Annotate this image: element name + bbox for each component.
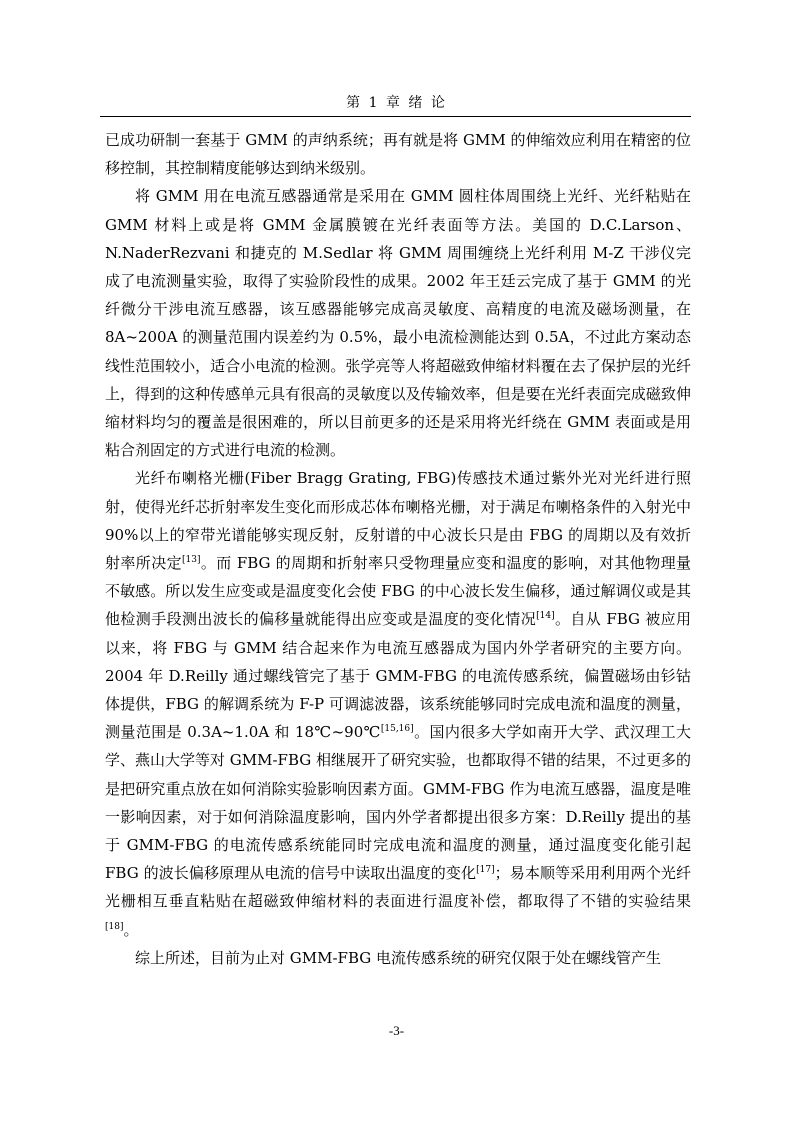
paragraph-text: ；易本顺等采用利用两个光纤光栅相互垂直粘贴在超磁致伸缩材料的表面进行温度补偿，都取得了不错的实验结果 <box>105 864 691 911</box>
citation-ref: [14] <box>536 611 555 622</box>
paragraph-text: 。国内很多大学如南开大学、武汉理工大学、燕山大学等对 GMM-FBG 相继展开了研究实验，也都取得不错的结果，不过更多的是把研究重点放在如何消除实验影响因素方面。GMM-FBG 作为电流互感器，温度是唯一影响因素，对于如何消除温度影响，国内外学者都提出很多方案：D.Reilly 提出的基于 GMM-FBG 的电流传感系统能同时完成电流和温度的测量，通过温度变化能引起 FBG 的波长偏移原理从电流的信号中读取出温度的变化 <box>105 723 691 883</box>
citation-ref: [15,16] <box>380 724 414 735</box>
paragraph <box>105 126 691 182</box>
paragraph-text: 将 GMM 用在电流互感器通常是采用在 GMM 圆柱体周围绕上光纤、光纤粘贴在 GMM 材料上或是将 GMM 金属膜镀在光纤表面等方法。美国的 D.C.Larson、N.NaderRezvani 和捷克的 M.Sedlar 将 GMM 周围缠绕上光纤利用 M-Z 干涉仪完成了电流测量实验，取得了实验阶段性的成果。2002 年王廷云完成了基于 GMM 的光纤微分干涉电流互感器，该互感器能够完成高灵敏度、高精度的电流及磁场测量，在 8A~200A 的测量范围内误差约为 0.5%，最小电流检测能达到 0.5A，不过此方案动态线性范围较小，适合小电流的检测。张学亮等人将超磁致伸缩材料覆在去了保护层的光纤上，得到的这种传感单元具有很高的灵敏度以及传输效率，但是要在光纤表面完成磁致伸缩材料均匀的覆盖是很困难的，所以目前更多的还是采用将光纤绕在 GMM 表面或是用粘合剂固定的方式进行电流的检测。 <box>105 187 691 460</box>
citation-ref: [13] <box>181 555 201 566</box>
paragraph <box>105 182 691 464</box>
paragraph-text: 光纤布喇格光栅(Fiber Bragg Grating, FBG)传感技术通过紫外光对光纤进行照射，使得光纤芯折射率发生变化而形成芯体布喇格光栅，对于满足布喇格条件的入射光中 90%以上的窄带光谱能够实现反射，反射谱的中心波长只是由 FBG 的周期以及有效折射率所决定 <box>105 469 691 573</box>
paragraph <box>105 944 691 972</box>
page-header: 第 1 章 绪 论 <box>346 95 447 111</box>
paragraph-text: 。而 FBG 的周期和折射率只受物理量应变和温度的影响，对其他物理量不敏感。所以发生应变或是温度变化会使 FBG 的中心波长发生偏移，通过解调仪或是其他检测手段测出波长的偏移量就能得出应变或是温度的变化情况 <box>105 554 691 629</box>
header-rule <box>100 116 691 117</box>
citation-ref: [17] <box>476 865 495 876</box>
paragraph <box>105 464 691 943</box>
citation-ref: [18] <box>105 921 124 932</box>
body-text <box>105 126 691 972</box>
paragraph-text: 。 <box>123 920 139 939</box>
paragraph-text: 已成功研制一套基于 GMM 的声纳系统；再有就是将 GMM 的伸缩效应利用在精密的位移控制，其控制精度能够达到纳米级别。 <box>105 131 691 178</box>
paragraph-text: 。自从 FBG 被应用以来，将 FBG 与 GMM 结合起来作为电流互感器成为国内外学者研究的主要方向。2004 年 D.Reilly 通过螺线管完了基于 GMM-FBG 的电流传感系统，偏置磁场由钐钴体提供，FBG 的解调系统为 F-P 可调滤波器，该系统能够同时完成电流和温度的测量，测量范围是 0.3A~1.0A 和 18℃~90℃ <box>105 610 691 742</box>
page-number: -3- <box>388 1023 405 1038</box>
paragraph-text: 综上所述，目前为止对 GMM-FBG 电流传感系统的研究仅限于处在螺线管产生 <box>135 948 661 967</box>
